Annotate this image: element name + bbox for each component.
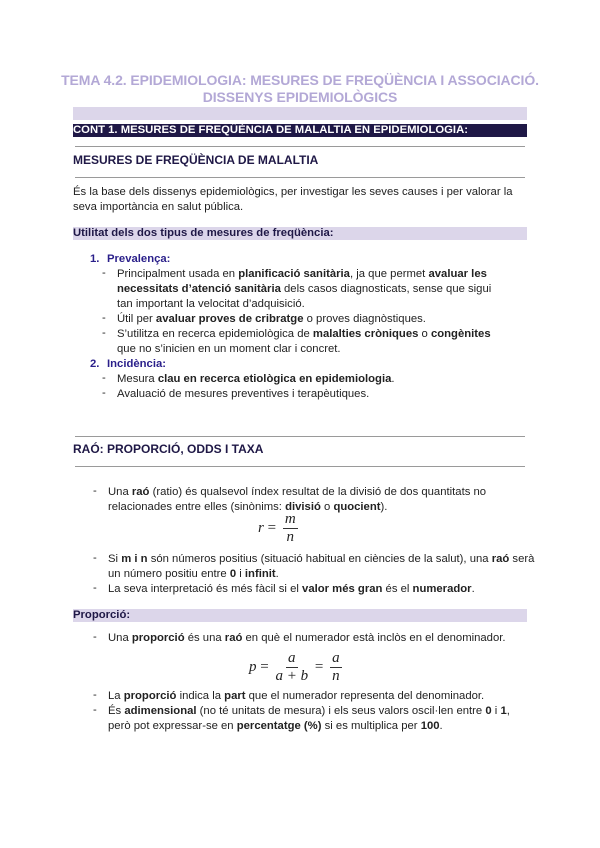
formula-var: r	[258, 519, 264, 536]
bold-text: 0	[485, 705, 492, 717]
denominator: a + b	[275, 668, 309, 684]
divider	[75, 436, 525, 437]
item-number: 1.	[90, 253, 100, 265]
text-line	[117, 372, 530, 387]
dash-bullet-icon: -	[102, 327, 106, 339]
bullet-item	[102, 327, 530, 357]
formula-proportion	[249, 650, 345, 685]
text-segment: i	[491, 705, 501, 717]
bold-text: m i n	[121, 553, 148, 565]
text-segment: Una	[108, 632, 132, 644]
text-line	[108, 582, 534, 597]
bold-text: planificació sanitària	[238, 268, 350, 280]
numerator: a	[288, 650, 296, 666]
text-segment: La seva interpretació és més fàcil si el	[108, 583, 303, 595]
text-line	[117, 312, 530, 327]
text-line	[108, 719, 510, 734]
text-line	[117, 342, 530, 357]
bold-text: proporció	[123, 690, 177, 702]
bold-text: avaluar les	[428, 268, 487, 280]
item-number: 2.	[90, 358, 100, 370]
document-title-line1: TEMA 4.2. EPIDEMIOLOGIA: MESURES DE FREQÜÈNCIA I ASSOCIACIÓ.	[61, 72, 539, 88]
divider	[75, 466, 525, 467]
bold-text: raó	[491, 553, 510, 565]
proporcio-bullets-a	[93, 631, 506, 646]
text-segment: serà	[509, 553, 535, 565]
text-segment: indica la	[176, 690, 225, 702]
text-segment: (no té unitats de mesura) i els seus valors oscil·len entre	[196, 705, 486, 717]
text-segment: ).	[380, 501, 388, 513]
text-segment: o proves diagnòstiques.	[303, 313, 426, 325]
formula-var: p	[249, 658, 257, 675]
text-segment: S’utilitza en recerca epidemiològica de	[117, 328, 313, 340]
document-title-line2: DISSENYS EPIDEMIOLÒGICS	[202, 89, 398, 105]
bold-text: necessitats d’atenció sanitària	[117, 283, 281, 295]
fraction	[330, 650, 342, 685]
formula-ratio	[258, 511, 301, 546]
dash-bullet-icon: -	[93, 704, 97, 716]
text-line	[108, 689, 510, 704]
dash-bullet-icon: -	[102, 372, 106, 384]
fraction	[275, 650, 308, 685]
numerator: a	[332, 650, 340, 666]
numerator: m	[284, 511, 296, 527]
text-segment: o	[320, 501, 334, 513]
bold-text: infinit	[244, 568, 276, 580]
bold-text: congènites	[430, 328, 491, 340]
bold-text: numerador	[412, 583, 472, 595]
text-line	[108, 704, 510, 719]
dash-bullet-icon: -	[93, 485, 97, 497]
text-line	[117, 267, 530, 282]
bold-text: percentatge (%)	[236, 720, 322, 732]
sub-bullets	[102, 267, 530, 357]
bullet-item	[93, 631, 506, 646]
numbered-item-heading	[90, 252, 530, 267]
text-line	[117, 327, 530, 342]
formula-equals: =	[260, 658, 269, 675]
text-segment: que no s’inicien en un moment clar i concret.	[117, 343, 341, 355]
text-segment: Avaluació de mesures preventives i terapèutiques.	[117, 388, 370, 400]
text-segment: Una	[108, 486, 132, 498]
denominator: n	[332, 668, 340, 684]
text-segment: És	[108, 705, 125, 717]
dash-bullet-icon: -	[93, 689, 97, 701]
text-line	[73, 200, 513, 215]
text-segment: .	[439, 720, 443, 732]
text-segment: Principalment usada en	[117, 268, 239, 280]
dash-bullet-icon: -	[102, 387, 106, 399]
bold-text: adimensional	[124, 705, 197, 717]
text-segment: o	[418, 328, 431, 340]
text-segment: si es multiplica per	[321, 720, 421, 732]
text-segment: són números positius (situació habitual en ciències de la salut), una	[147, 553, 492, 565]
text-segment: però pot expressar-se en	[108, 720, 237, 732]
section-heading-rao: RAÓ: PROPORCIÓ, ODDS I TAXA	[73, 442, 264, 456]
text-segment: (ratio) és qualsevol índex resultat de la divisió de dos quantitats no	[149, 486, 487, 498]
text-line	[117, 282, 530, 297]
bullet-item	[93, 552, 535, 582]
item-label: Prevalença:	[107, 253, 171, 265]
decorative-band	[73, 107, 527, 120]
text-segment: La	[108, 690, 124, 702]
text-segment: Mesura	[117, 373, 158, 385]
intro-paragraph	[73, 185, 513, 215]
bullet-item	[93, 582, 534, 597]
text-line	[108, 485, 486, 500]
text-segment: .	[391, 373, 395, 385]
text-segment: i	[236, 568, 245, 580]
bold-text: quocient	[333, 501, 381, 513]
text-segment: , ja que permet	[349, 268, 429, 280]
fraction	[283, 511, 298, 546]
text-line	[117, 297, 530, 312]
item-label: Incidència:	[107, 358, 167, 370]
dash-bullet-icon: -	[93, 552, 97, 564]
rao-bullets-b	[93, 552, 535, 597]
dash-bullet-icon: -	[93, 631, 97, 643]
divider	[75, 146, 525, 147]
bold-text: proporció	[131, 632, 185, 644]
text-line	[108, 552, 534, 567]
bold-text: part	[224, 690, 246, 702]
dash-bullet-icon: -	[102, 312, 106, 324]
text-segment: Si	[108, 553, 122, 565]
bullet-item	[102, 387, 530, 402]
formula-equals: =	[267, 519, 277, 536]
text-segment: tan important la velocitat d’adquisició.	[117, 298, 305, 310]
text-line	[117, 387, 530, 402]
bold-text: 0	[229, 568, 237, 580]
text-line	[108, 567, 534, 582]
bold-text: 100	[420, 720, 440, 732]
text-segment: .	[471, 583, 475, 595]
text-segment: seva importància en salut pública.	[73, 201, 244, 213]
bullet-item	[102, 372, 530, 387]
bold-text: avaluar proves de cribratge	[155, 313, 304, 325]
dash-bullet-icon: -	[102, 267, 106, 279]
bullet-item	[93, 704, 510, 734]
text-segment: És la base dels dissenys epidemiològics, per investigar les seves causes i per valorar la	[73, 186, 513, 198]
text-segment: és el	[382, 583, 413, 595]
frequency-measures-list	[90, 252, 530, 402]
bold-text: malalties cròniques	[312, 328, 419, 340]
bullet-item	[102, 312, 530, 327]
bold-text: valor més gran	[302, 583, 383, 595]
bold-text: divisió	[285, 501, 321, 513]
numbered-item-heading	[90, 357, 530, 372]
text-segment: és una	[184, 632, 225, 644]
text-line	[73, 185, 513, 200]
bullet-item	[102, 267, 530, 312]
text-segment: Útil per	[117, 313, 156, 325]
bold-text: 1	[500, 705, 507, 717]
bold-text: raó	[224, 632, 243, 644]
bullet-item	[93, 689, 510, 704]
formula-equals: =	[314, 658, 324, 675]
dash-bullet-icon: -	[93, 582, 97, 594]
bold-text: clau en recerca etiològica en epidemiologia	[157, 373, 392, 385]
text-segment: dels casos diagnosticats, sense que sigui	[280, 283, 492, 295]
subheading-proporcio: Proporció:	[73, 609, 527, 622]
denominator: n	[286, 529, 294, 545]
text-segment: un número positiu entre	[108, 568, 230, 580]
text-line	[108, 631, 506, 646]
bold-text: raó	[131, 486, 150, 498]
proporcio-bullets-b	[93, 689, 510, 734]
text-segment: .	[275, 568, 279, 580]
cont-header: CONT 1. MESURES DE FREQÜÈNCIA DE MALALTIA EN EPIDEMIOLOGIA:	[73, 124, 527, 137]
text-segment: relacionades entre elles (sinònims:	[108, 501, 286, 513]
sub-bullets	[102, 372, 530, 402]
divider	[75, 177, 525, 178]
text-segment: que el numerador representa del denominador.	[245, 690, 485, 702]
section-heading-frequencies: MESURES DE FREQÜÈNCIA DE MALALTIA	[73, 153, 319, 167]
text-segment: ,	[506, 705, 510, 717]
text-segment: en què el numerador està inclòs en el denominador.	[242, 632, 506, 644]
subheading-utilitat: Utilitat dels dos tipus de mesures de freqüència:	[73, 227, 527, 240]
